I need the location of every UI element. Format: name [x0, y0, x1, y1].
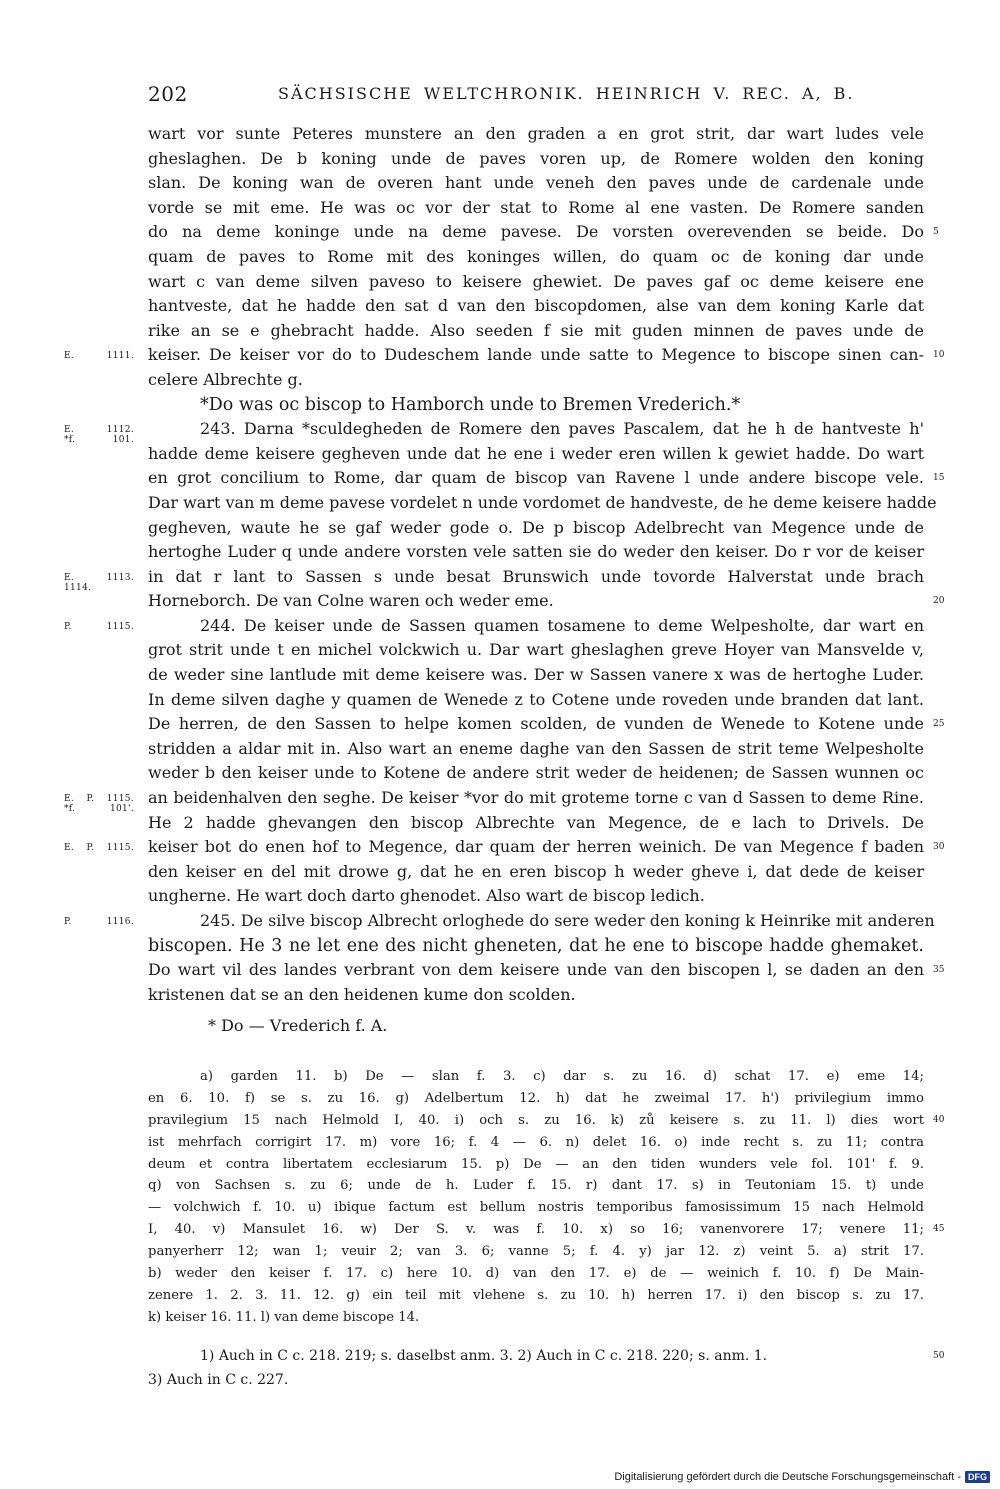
line-text: 245. De silve biscop Albrecht orloghede do sere weder den koning k Heinrike mit anderen [200, 911, 935, 930]
credit-text: Digitalisierung gefördert durch die Deutsche Forschungsgemeinschaft - [614, 1471, 961, 1483]
line-text: stridden a aldar mit in. Also wart an eneme daghe van den Sassen de strit teme Welpesholte [148, 738, 924, 758]
text-line [148, 934, 924, 959]
line-number: 50 [933, 1351, 945, 1361]
text-line [148, 1285, 924, 1307]
text-line [148, 220, 939, 245]
line-text: panyerherr 12; wan 1; veuir 2; van 3. 6; vanne 5; f. 4. y) jar 12. z) veint 5. a) strit 17. [148, 1244, 924, 1260]
line-text: do na deme koninge unde na deme pavese. De vorsten overevenden se beide. Do [148, 222, 924, 242]
line-text: vorde se mit eme. He was oc vor der stat to Rome al ene vasten. De Romere sanden [148, 197, 924, 217]
text-line [64, 343, 945, 368]
line-text: in dat r lant to Sassen s unde besat Brunswich unde tovorde Halverstat unde brach [148, 566, 924, 586]
line-text: biscopen. He 3 ne let ene des nicht gheneten, dat he ene to biscope hadde ghemaket. [148, 935, 924, 956]
line-text: De herren, de den Sassen to helpe komen scolden, de vunden de Wenede to Kotene unde [148, 714, 924, 734]
text-line [64, 909, 935, 934]
digitization-credit [614, 1471, 990, 1483]
text-line [148, 1197, 924, 1219]
line-text: He 2 hadde ghevangen den biscop Albrechte van Megence, de e lach to Drivels. De [148, 812, 924, 832]
margin-reference: E. 1111. [64, 351, 134, 362]
line-text: den keiser en del mit drowe g, dat he en eren biscop h weder gheve i, dat dede de keiser [148, 861, 924, 881]
text-line [148, 491, 937, 516]
line-text: weder b den keiser unde to Kotene de andere strit weder de heidenen; de Sassen wunnen oc [148, 763, 924, 783]
line-text: In deme silven daghe y quamen de Wenede z to Cotene unde roveden unde branden dat lant. [148, 689, 924, 709]
margin-reference: E. 1113. 1114. [64, 572, 134, 593]
line-text: wart vor sunte Peteres munstere an den graden a en grot strit, dar wart ludes vele [148, 124, 924, 143]
text-line [148, 393, 924, 418]
text-line [148, 983, 924, 1008]
text-line [148, 442, 924, 467]
line-text: hadde deme keisere gegheven unde dat he ene i weder eren willen k gewiet hadde. Do wart [148, 443, 924, 463]
line-text: kristenen dat se an den heidenen kume don scolden. [148, 984, 576, 1004]
line-text: — volchwich f. 10. u) ibique factum est bellum nostris temporibus famosissimum 15 nach Helmold [148, 1200, 924, 1216]
text-line [148, 1219, 945, 1241]
page-number: 202 [148, 82, 188, 106]
line-number: 15 [933, 473, 945, 484]
line-text: Horneborch. De van Colne waren och weder eme. [148, 591, 554, 611]
text-line [148, 737, 924, 762]
line-number: 30 [933, 842, 945, 853]
text-line [148, 1132, 924, 1154]
line-text: celere Albrechte g. [148, 369, 303, 389]
line-text: en grot concilium to Rome, dar quam de biscop van Ravene l unde andere biscope vele. [148, 468, 924, 488]
text-line [148, 466, 945, 491]
text-line [148, 1110, 945, 1132]
line-number: 35 [933, 965, 945, 976]
line-text: zenere 1. 2. 3. 11. 12. g) ein teil mit vlehene s. zu 10. h) herren 17. i) den biscop s. zu 17. [148, 1287, 924, 1303]
text-line [148, 1088, 924, 1110]
line-text: pravilegium 15 nach Helmold I, 40. i) och s. zu 16. k) zů keisere s. zu 11. l) dies wort [148, 1112, 924, 1128]
line-text: 1) Auch in C c. 218. 219; s. daselbst anm. 3. 2) Auch in C c. 218. 220; s. anm. 1. [200, 1348, 768, 1364]
margin-reference: E. 1112. *f. 101. [64, 425, 134, 446]
text-line [148, 196, 924, 221]
margin-reference: E. P. 1115. [64, 843, 134, 854]
line-text: wart c van deme silven paveso to keisere ghewiet. De paves gaf oc deme keisere ene [148, 271, 924, 291]
text-line [148, 270, 924, 295]
running-title: SÄCHSISCHE WELTCHRONIK. HEINRICH V. REC. A, B. [278, 84, 855, 103]
text-line [148, 589, 945, 614]
editorial-note: * Do — Vrederich f. A. [208, 1016, 388, 1035]
line-text: keiser. De keiser vor do to Dudeschem lande unde satte to Megence to biscope sinen can- [148, 345, 924, 365]
variant-notes [148, 1066, 945, 1329]
line-text: a) garden 11. b) De — slan f. 3. c) dar s. zu 16. d) schat 17. e) eme 14; [200, 1069, 924, 1084]
text-line [148, 638, 924, 663]
line-text: slan. De koning wan de overen hant unde veneh den paves unde de cardenale unde [148, 173, 924, 193]
text-line [148, 122, 924, 147]
text-line [148, 884, 924, 909]
line-text: ungherne. He wart doch darto ghenodet. Also wart de biscop ledich. [148, 886, 705, 906]
line-number: 5 [933, 227, 939, 238]
text-line [148, 368, 924, 393]
line-text: en 6. 10. f) se s. zu 16. g) Adelbertum 12. h) dat he zweimal 17. h') privilegium immo [148, 1090, 924, 1106]
line-number: 10 [933, 350, 945, 361]
text-line [64, 835, 945, 860]
text-line [148, 1066, 924, 1088]
line-text: hantveste, dat he hadde den sat d van den biscopdomen, alse van dem koning Karle dat [148, 296, 924, 316]
text-line [148, 958, 945, 983]
line-text: an beidenhalven den seghe. De keiser *vor do mit groteme torne c van d Sassen to deme Rine. [148, 788, 924, 808]
text-line [148, 171, 924, 196]
text-line [148, 319, 924, 344]
line-text: 244. De keiser unde de Sassen quamen tosamene to deme Welpesholte, dar wart en [200, 615, 924, 635]
text-line [148, 663, 924, 688]
text-line [148, 294, 924, 319]
text-line [148, 688, 924, 713]
chronicle-text [64, 122, 945, 1007]
text-line [148, 811, 924, 836]
text-line [64, 614, 924, 639]
text-line [148, 1344, 945, 1368]
margin-reference: E. P. 1115. *f. 101'. [64, 794, 134, 815]
line-text: quam de paves to Rome mit des koninges willen, do quam oc de koning dar unde [148, 246, 924, 266]
line-text: deum et contra libertatem ecclesiarum 15. p) De — an den tiden wunders vele fol. 101' f. 9. [148, 1156, 924, 1172]
line-text: rike an se e ghebracht hadde. Also seeden f sie mit guden minnen de paves unde de [148, 320, 924, 340]
line-text: 3) Auch in C c. 227. [148, 1372, 289, 1388]
line-text: Do wart vil des landes verbrant von dem keisere unde van den biscopen l, se daden an den [148, 960, 924, 980]
line-text: q) von Sachsen s. zu 6; unde de h. Luder f. 15. r) dant 17. s) in Teutoniam 15. t) unde [148, 1178, 924, 1194]
text-line [148, 1154, 924, 1176]
line-number: 40 [933, 1114, 945, 1125]
line-number: 20 [933, 596, 945, 607]
line-text: de weder sine lantlude mit deme keisere was. Der w Sassen vanere x was de hertoghe Luder. [148, 665, 924, 685]
line-text: grot strit unde t en michel volckwich u. Dar wart gheslaghen greve Hoyer van Mansvelde v, [148, 640, 924, 660]
line-number: 45 [933, 1224, 945, 1235]
line-text: keiser bot do enen hof to Megence, dar quam der herren weinich. De van Megence f baden [148, 837, 924, 857]
text-line [148, 1263, 924, 1285]
text-line [148, 1368, 924, 1392]
line-text: 243. Darna *sculdegheden de Romere den paves Pascalem, dat he h de hantveste h' [200, 419, 924, 439]
text-line [148, 516, 924, 541]
text-line [64, 565, 924, 593]
text-line [148, 540, 924, 565]
dfg-logo: DFG [965, 1471, 990, 1483]
text-line [148, 245, 924, 270]
text-line [64, 417, 924, 446]
text-line [148, 147, 924, 172]
text-line [148, 1241, 924, 1263]
text-line [148, 1175, 924, 1197]
line-text: Dar wart van m deme pavese vordelet n unde vordomet de handveste, de he deme keisere hadde [148, 492, 937, 512]
line-text: I, 40. v) Mansulet 16. w) Der S. v. was f. 10. x) so 16; vanenvorere 17; venere 11; [148, 1222, 924, 1238]
line-text: k) keiser 16. 11. l) van deme biscope 14. [148, 1309, 420, 1325]
line-text: *Do was oc biscop to Hamborch unde to Bremen Vrederich.* [200, 394, 741, 415]
footnotes [148, 1344, 945, 1392]
margin-reference: P. 1115. [64, 621, 134, 632]
line-number: 25 [933, 719, 945, 730]
text-line [148, 761, 924, 786]
line-text: hertoghe Luder q unde andere vorsten vele satten sie do weder den keiser. Do r vor de keiser [148, 542, 924, 562]
line-text: gheslaghen. De b koning unde de paves voren up, de Romere wolden den koning [148, 148, 924, 168]
text-line [64, 786, 924, 815]
text-line [148, 1307, 924, 1329]
running-header [148, 82, 938, 106]
text-line [148, 860, 924, 885]
line-text: gegheven, waute he se gaf weder gode o. De p biscop Adelbrecht van Megence unde de [148, 517, 924, 537]
line-text: ist mehrfach corrigirt 17. m) vore 16; f. 4 — 6. n) delet 16. o) inde recht s. zu 11; contra [148, 1134, 924, 1150]
margin-reference: P. 1116. [64, 917, 134, 927]
text-line [148, 712, 945, 737]
line-text: b) weder den keiser f. 17. c) here 10. d) van den 17. e) de — weinich f. 10. f) De Main- [148, 1266, 924, 1282]
